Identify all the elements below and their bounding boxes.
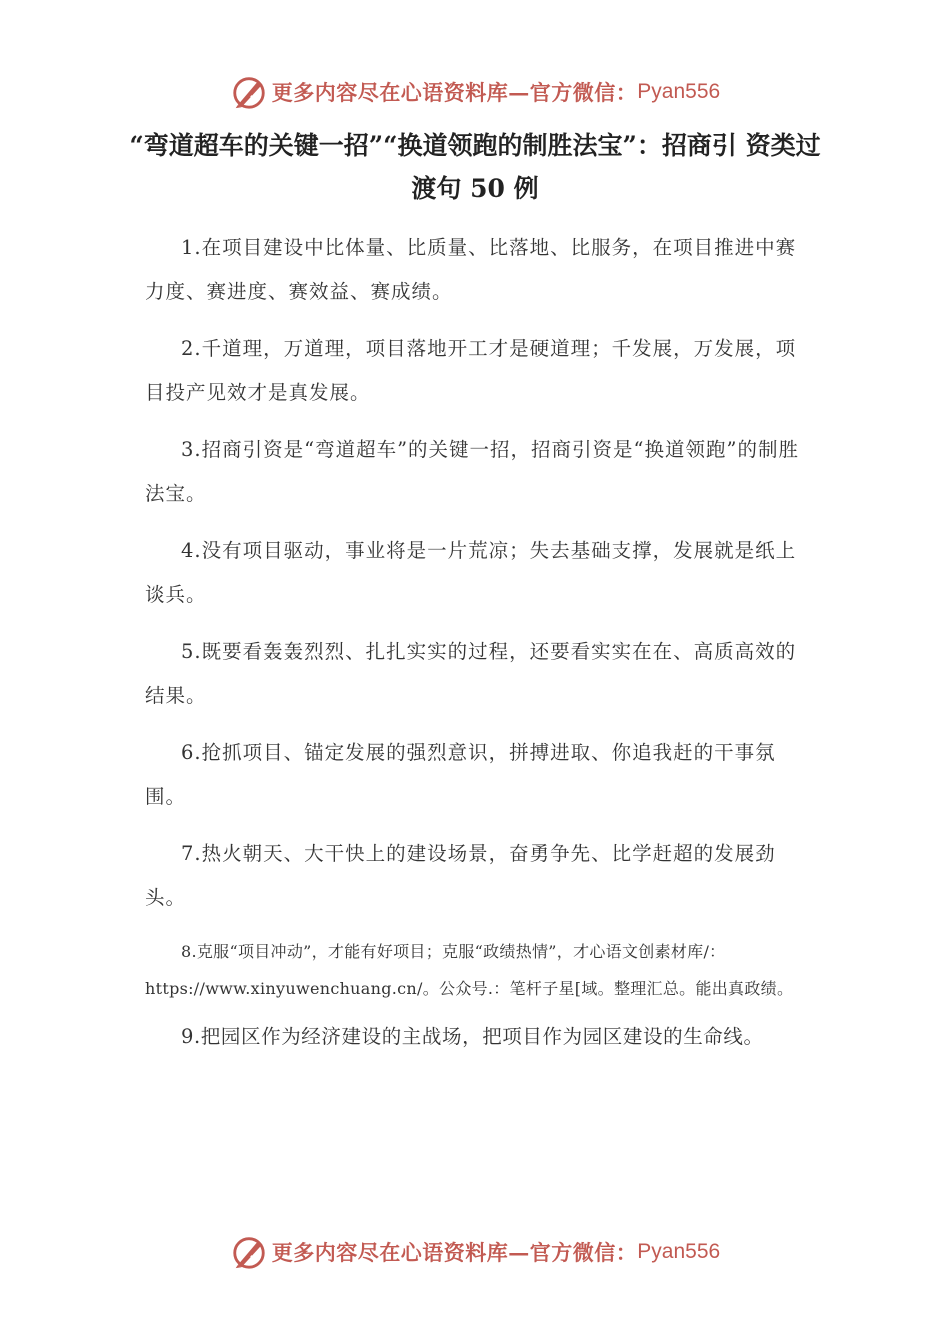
- header-banner: [0, 70, 950, 114]
- paragraph-8: 8.克服“项目冲动”，才能有好项目；克服“政绩热情”，才心语文创素材库/：https://www.xinyuwenchuang.cn/。公众号.：笔杆子星[域。整理汇总。能出真政绩。: [145, 942, 794, 998]
- banner-wechat-id: Pyan556: [637, 80, 721, 103]
- paragraph-5: 5.既要看轰轰烈烈、扎扎实实的过程，还要看实实在在、高质高效的结果。: [145, 640, 797, 707]
- paragraph-9: 9.把园区作为经济建设的主战场，把项目作为园区建设的生命线。: [181, 1025, 764, 1048]
- pen-circle-logo-icon: [230, 73, 268, 111]
- banner-wechat-id: Pyan556: [637, 1240, 721, 1263]
- paragraph-6: 6.抢抓项目、锚定发展的强烈意识，拼搏进取、你追我赶的干事氛围。: [145, 741, 776, 808]
- paragraph-3: 3.招商引资是“弯道超车”的关键一招，招商引资是“换道领跑”的制胜法宝。: [145, 438, 799, 505]
- document-body: [145, 226, 813, 1072]
- footer-banner: [0, 1230, 950, 1274]
- paragraph-2: 2.千道理，万道理，项目落地开工才是硬道理；千发展，万发展，项目投产见效才是真发展。: [145, 337, 797, 404]
- document-title: “弯道超车的关键一招”“换道领跑的制胜法宝”：招商引 资类过渡句 50 例: [129, 131, 821, 203]
- pen-circle-logo-icon: [230, 1233, 268, 1271]
- banner-text: 更多内容尽在心语资料库—官方微信：: [271, 1240, 638, 1265]
- paragraph-7: 7.热火朝天、大干快上的建设场景，奋勇争先、比学赶超的发展劲头。: [145, 842, 776, 909]
- paragraph-4: 4.没有项目驱动，事业将是一片荒凉；失去基础支撑，发展就是纸上谈兵。: [145, 539, 797, 606]
- paragraph-1: 1.在项目建设中比体量、比质量、比落地、比服务，在项目推进中赛力度、赛进度、赛效益、赛成绩。: [145, 236, 797, 303]
- banner-text: 更多内容尽在心语资料库—官方微信：: [271, 80, 638, 105]
